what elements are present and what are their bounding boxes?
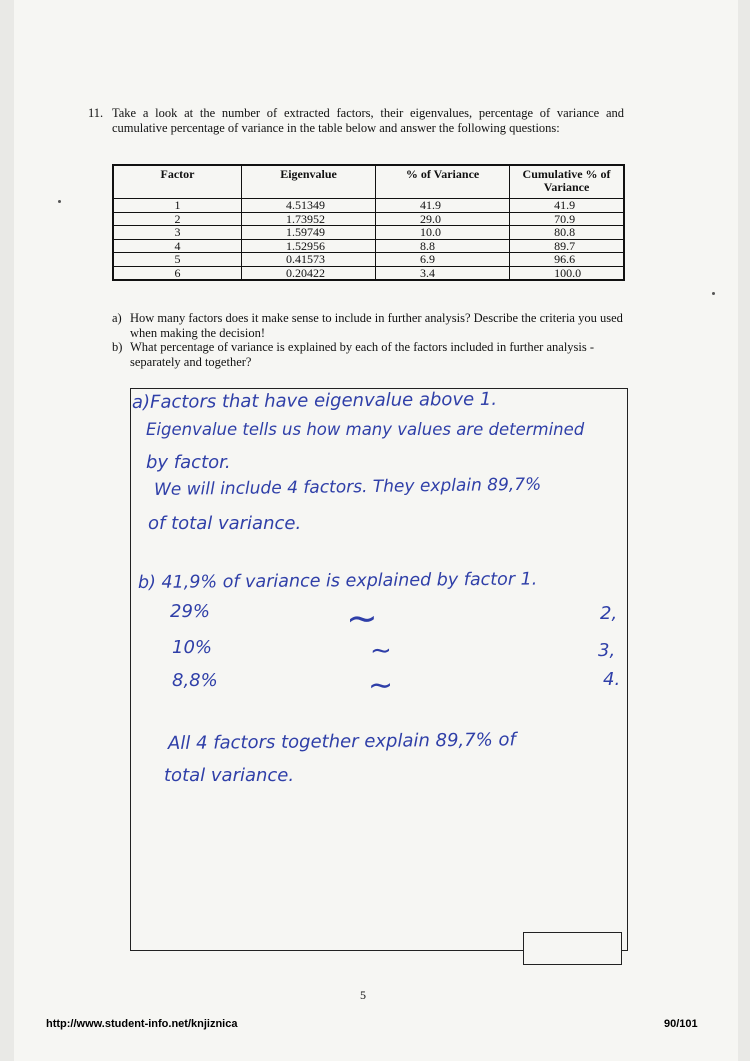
header-cumulative-variance: Cumulative % of Variance — [510, 165, 624, 199]
cell-cumulative: 41.9 — [510, 199, 624, 213]
handwritten-answer-line: a)Factors that have eigenvalue above 1. — [131, 388, 498, 413]
cell-cumulative: 89.7 — [510, 239, 624, 253]
scan-speck — [58, 200, 61, 203]
table-row — [113, 239, 624, 253]
scan-speck — [712, 292, 715, 295]
handwritten-percent: 10% — [172, 637, 213, 658]
cell-eigenvalue: 1.73952 — [242, 212, 376, 226]
subquestion-b-label: b) — [112, 340, 123, 354]
table-row — [113, 253, 624, 267]
cell-factor: 3 — [113, 226, 242, 240]
page-number: 5 — [360, 988, 366, 1002]
ditto-mark: ∼ — [370, 636, 392, 666]
handwritten-answer-line: All 4 factors together explain 89,7% of — [167, 729, 516, 754]
cell-factor: 1 — [113, 199, 242, 213]
handwritten-answer-line: Eigenvalue tells us how many values are determined — [146, 420, 585, 439]
cell-percent: 6.9 — [376, 253, 510, 267]
cell-percent: 10.0 — [376, 226, 510, 240]
question-text: Take a look at the number of extracted factors, their eigenvalues, percentage of variance and cumulative percentage of variance in the table below and answer the following questions: — [112, 106, 624, 135]
handwritten-factor-number: 4. — [603, 669, 621, 690]
cell-percent: 8.8 — [376, 239, 510, 253]
cell-percent: 41.9 — [376, 199, 510, 213]
table-row — [113, 199, 624, 213]
cell-eigenvalue: 4.51349 — [242, 199, 376, 213]
table-header-row — [113, 165, 624, 199]
cell-eigenvalue: 1.52956 — [242, 239, 376, 253]
subquestion-a — [112, 311, 624, 340]
ditto-mark: ∼ — [368, 668, 394, 703]
subquestions — [112, 311, 624, 369]
cell-eigenvalue: 0.20422 — [242, 266, 376, 280]
handwritten-percent: 8,8% — [172, 670, 218, 691]
header-percent-variance: % of Variance — [376, 165, 510, 199]
cell-cumulative: 80.8 — [510, 226, 624, 240]
score-box — [523, 932, 622, 965]
handwritten-answer-line: by factor. — [146, 452, 231, 473]
cell-factor: 6 — [113, 266, 242, 280]
table-row — [113, 226, 624, 240]
ditto-mark: ∼ — [346, 596, 378, 640]
cell-factor: 2 — [113, 212, 242, 226]
subquestion-a-text: How many factors does it make sense to include in further analysis? Describe the criteria you used when making the decision! — [130, 311, 623, 340]
cell-cumulative: 100.0 — [510, 266, 624, 280]
cell-eigenvalue: 1.59749 — [242, 226, 376, 240]
subquestion-a-label: a) — [112, 311, 122, 325]
handwritten-factor-number: 2, — [600, 603, 618, 624]
cell-cumulative: 96.6 — [510, 253, 624, 267]
cell-percent: 29.0 — [376, 212, 510, 226]
handwritten-answer-line: b) 41,9% of variance is explained by factor 1. — [137, 569, 538, 593]
footer-url: http://www.student-info.net/knjiznica — [46, 1018, 238, 1030]
handwritten-answer-line: of total variance. — [148, 513, 302, 534]
table-row — [113, 212, 624, 226]
cell-factor: 5 — [113, 253, 242, 267]
handwritten-percent: 29% — [170, 601, 211, 622]
subquestion-b-text: What percentage of variance is explained by each of the factors included in further analysis - separately and together? — [130, 340, 595, 369]
cell-factor: 4 — [113, 239, 242, 253]
handwritten-factor-number: 3, — [598, 640, 616, 661]
handwritten-answer-line: total variance. — [164, 765, 295, 786]
header-eigenvalue: Eigenvalue — [242, 165, 376, 199]
handwritten-answer-line: We will include 4 factors. They explain 89,7% — [153, 474, 542, 500]
header-factor: Factor — [113, 165, 242, 199]
cell-percent: 3.4 — [376, 266, 510, 280]
cell-eigenvalue: 0.41573 — [242, 253, 376, 267]
footer-page-count: 90/101 — [664, 1018, 698, 1030]
question-11 — [88, 106, 624, 136]
eigenvalue-table — [112, 164, 625, 281]
subquestion-b — [112, 340, 624, 369]
cell-cumulative: 70.9 — [510, 212, 624, 226]
question-number: 11. — [88, 106, 104, 120]
table-row — [113, 266, 624, 280]
